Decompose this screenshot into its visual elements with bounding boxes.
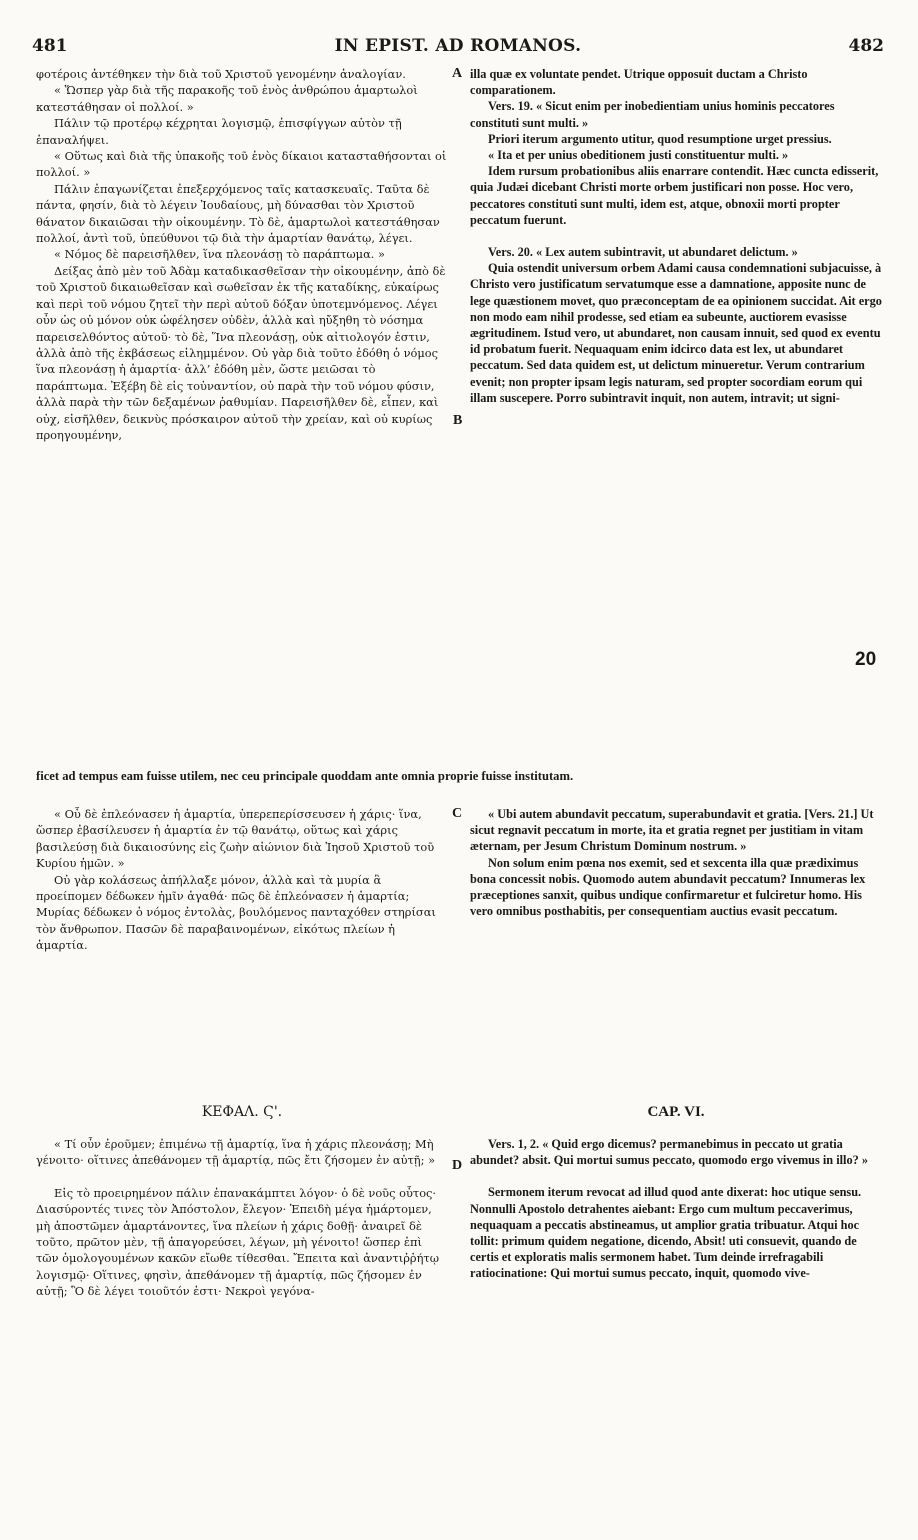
greek-column-2 [36, 806, 448, 954]
greek-paragraph: Πάλιν ἐπαγωνίζεται ἐπεξερχόμενος ταῖς κατασκευαῖς. Ταῦτα δὲ πάντα, φησίν, διὰ τὸ λέγειν Ἰουδαίους, μὴ δύνασθαι τὸν Χριστοῦ θάνατον δικαιῶσαι τὴν οἰκουμένην. Τὸ δὲ, ἁμαρτωλοὶ κατεστάθησαν πολλοί, ἀντὶ τοῦ, ὑπεύθυνοι τῷ διὰ τὴν ἁμαρτίαν θανάτῳ, λέγει. [36, 181, 440, 246]
greek-paragraph: « Ὥσπερ γὰρ διὰ τῆς παρακοῆς τοῦ ἑνὸς ἀνθρώπου ἁμαρτωλοὶ κατεστάθησαν οἱ πολλοί. » [36, 83, 418, 114]
greek-paragraph: « Οὗ δὲ ἐπλεόνασεν ἡ ἁμαρτία, ὑπερεπερίσσευσεν ἡ χάρις· ἵνα, ὥσπερ ἐβασίλευσεν ἡ ἁμαρτία ἐν τῷ θανάτῳ, οὕτως καὶ χάρις βασιλεύσῃ διὰ δικαιοσύνης εἰς ζωὴν αἰώνιον διὰ Ἰησοῦ Χριστοῦ τοῦ Κυρίου ἡμῶν. » [36, 807, 435, 871]
left-page-number: 481 [32, 36, 68, 56]
greek-paragraph: φοτέροις ἀντέθηκεν τὴν διὰ τοῦ Χριστοῦ γενομένην ἀναλογίαν. [36, 67, 406, 81]
greek-chapter-heading: ΚΕΦΑΛ. Ϛ'. [201, 1104, 283, 1120]
latin-column-2 [470, 806, 882, 919]
latin-paragraph: Sermonem iterum revocat ad illud quod ante dixerat: hoc utique sensu. Nonnulli Apostolo detrahentes aiebant: Ergo cum multum peccaverimus, nequaquam a peccatis abstineamus, ut amplior gratia tribuatur. Atqui hoc tollit: primum quidem negatione, dicendo, Absit! uti consuevit, quando de certis et exploratis malis sermonem habet. Tum deinde irrefragabili ratiocinatione: Qui mortui sumus peccato, inquit, quomodo vive- [470, 1185, 862, 1281]
latin-paragraph: Non solum enim pœna nos exemit, sed et sexcenta illa quæ prædiximus bona concessit nobis. Quomodo autem abundavit peccatum? Innumeras lex præceptiones sanxit, quibus undique confirmaretur et fulciretur homo. His vero omnibus posthabitis, per consequentiam auctius evasit peccatum. [470, 855, 866, 919]
latin-paragraph: Vers. 1, 2. « Quid ergo dicemus? permanebimus in peccato ut gratia abundet? absit. Qui mortui sumus peccato, quomodo ergo vivemus in illo? » [470, 1137, 868, 1168]
full-width-line [36, 768, 882, 784]
latin-paragraph: illa quæ ex voluntate pendet. Utrique opposuit ductam a Christo comparationem. [470, 67, 808, 98]
greek-column-3 [36, 1136, 448, 1300]
latin-paragraph: « Ubi autem abundavit peccatum, superabundavit et gratia. [Vers. 21.] Ut sicut regnavit peccatum in morte, ita et gratia regnet per justitiam in vitam æternam, per Jesum Christum Dominum nostrum. » [470, 807, 874, 854]
latin-column-1 [470, 66, 882, 406]
greek-paragraph: Οὐ γὰρ κολάσεως ἀπήλλαξε μόνον, ἀλλὰ καὶ τὰ μυρία ἃ προείπομεν δέδωκεν ἡμῖν ἀγαθά· πῶς δὲ ἐπλεόνασεν ἡ ἁμαρτία; Μυρίας δέδωκεν ὁ νόμος ἐντολὰς, βουλόμενος πανταχόθεν στηρίσαι τὸν ἄνθρωπον. Πασῶν δὲ παραβαινομένων, εἰκότως πλείων ἡ ἁμαρτία. [36, 872, 436, 953]
latin-paragraph: Idem rursum probationibus aliis enarrare contendit. Hæc cuncta edisserit, quia Judæi dicebant Christi morte orbem justificari non posse. Hoc vero, peccatores constituti sunt multi, idem est, atque, obnoxii morti propter peccatum fuerunt. [470, 164, 879, 227]
latin-paragraph: « Ita et per unius obeditionem justi constituentur multi. » [488, 148, 789, 163]
latin-paragraph: Vers. 20. « Lex autem subintravit, ut abundaret delictum. » [488, 245, 798, 260]
latin-chapter-heading: CAP. VI. [647, 1104, 705, 1120]
margin-marker-d: D [452, 1158, 463, 1173]
margin-marker-a: A [452, 66, 463, 81]
running-title: IN EPIST. AD ROMANOS. [334, 36, 582, 56]
latin-column-3 [470, 1136, 882, 1282]
greek-paragraph: « Τί οὖν ἐροῦμεν; ἐπιμένω τῇ ἁμαρτίᾳ, ἵνα ἡ χάρις πλεονάσῃ; Μὴ γένοιτο· οἵτινες ἀπεθάνομεν τῇ ἁμαρτίᾳ, πῶς ἔτι ζήσομεν ἐν αὐτῇ; » [36, 1137, 436, 1168]
latin-paragraph: Priori iterum argumento utitur, quod resumptione urget pressius. [488, 131, 832, 146]
page-header [32, 36, 884, 62]
greek-paragraph: Εἰς τὸ προειρημένον πάλιν ἐπανακάμπτει λόγον· ὁ δὲ νοῦς οὗτος· Διασύροντές τινες τὸν Ἀπόστολον, ἔλεγον· Ἐπειδὴ μέγα ἡμάρτομεν, μὴ ἀποστῶμεν ἁμαρτάνοντες, ἵνα πλείων ἡ χάρις δοθῇ· ἀναιρεῖ δὲ τοῦτο, πρῶτον μὲν, τῇ ἀπαγορεύσει, λέγων, μὴ γένοιτο! ὥσπερ ἐπὶ τῶν ὁμολογουμένων κακῶν εἴωθε τίθεσθαι. Ἔπειτα καὶ ἀναντιῤῥήτῳ λογισμῷ· Οἵτινες, φησὶν, ἀπεθάνομεν τῇ ἁμαρτίᾳ, πῶς ζήσομεν ἐν αὐτῇ; Ὃ δὲ λέγει τοιοῦτόν ἐστι· Νεκροὶ γεγόνα- [36, 1185, 439, 1299]
greek-column-1 [36, 66, 448, 443]
right-page-number: 482 [848, 36, 884, 56]
greek-paragraph: Πάλιν τῷ προτέρῳ κέχρηται λογισμῷ, ἐπισφίγγων αὐτὸν τῇ ἐπαναλήψει. [36, 116, 402, 147]
latin-paragraph: Quia ostendit universum orbem Adami causa condemnationi subjacuisse, à Christo vero justificatum servatumque esse a damnatione, apposite nunc de lege quæstionem movet, quo præconceptam de ea opinionem succidat. Ait ergo non modo eam nihil prodesse, sed etiam ea subeunte, auctiorem evasisse ægritudinem. Istud vero, ut abundaret, non causam innuit, sed quod ex eventu id probatum fuerit. Nequaquam enim idcirco data est lex, ut abundaret peccatum. Sed data quidem est, ut delictum minueretur. Verum contrarium evenit; non propter ipsam legis naturam, sed propter socordiam eorum qui illam suscepere. Porro subintravit inquit, non autem, intravit; ut signi- [470, 261, 882, 405]
greek-paragraph: « Οὕτως καὶ διὰ τῆς ὑπακοῆς τοῦ ἑνὸς δίκαιοι κατασταθήσονται οἱ πολλοί. » [36, 149, 447, 180]
greek-paragraph: Δείξας ἀπὸ μὲν τοῦ Ἀδὰμ καταδικασθεῖσαν τὴν οἰκουμένην, ἀπὸ δὲ τοῦ Χριστοῦ δικαιωθεῖσαν καὶ σωθεῖσαν ἐκ τῆς καταδίκης, εὐκαίρως καὶ περὶ τοῦ νόμου ζητεῖ τὴν περὶ αὐτοῦ δόξαν ὑποτεμνόμενος. Λέγει οὖν ὡς οὐ μόνον οὐκ ὠφέλησεν οὐδὲν, ἀλλὰ καὶ ηὔξηθη τὸ νόσημα παρεισελθόντος αὐτοῦ· τὸ δὲ, Ἵνα πλεονάσῃ, οὐκ αἰτιολογόν ἐστιν, ἀλλὰ ἀπὸ τῆς ἐκβάσεως εἰλημμένον. Οὐ γὰρ διὰ τοῦτο ἐδόθη ὁ νόμος ἵνα πλεονάσῃ ἡ ἁμαρτία· ἀλλ’ ἐδόθη μὲν, ὥστε μειῶσαι τὸ παράπτωμα. Ἐξέβη δὲ εἰς τοὐναντίον, οὐ παρὰ τὴν τοῦ νόμου φύσιν, ἀλλὰ παρὰ τὴν τῶν δεξαμένων ῥαθυμίαν. Παρεισῆλθεν δὲ, εἶπεν, καὶ οὐχ, εἰσῆλθεν, δεικνὺς πρόσκαιρον αὐτοῦ τὴν χρείαν, καὶ οὐ κυρίως προηγουμένην, [36, 263, 446, 442]
margin-marker-c: C [452, 806, 463, 821]
margin-verse-number: 20 [855, 649, 877, 670]
full-width-text: ficet ad tempus eam fuisse utilem, nec ceu principale quoddam ante omnia proprie fuisse institutam. [36, 769, 574, 783]
margin-marker-b: B [453, 413, 463, 428]
latin-paragraph: Vers. 19. « Sicut enim per inobedientiam unius hominis peccatores constituti sunt multi. » [470, 99, 835, 130]
greek-paragraph: « Νόμος δὲ παρεισῆλθεν, ἵνα πλεονάσῃ τὸ παράπτωμα. » [54, 247, 385, 262]
